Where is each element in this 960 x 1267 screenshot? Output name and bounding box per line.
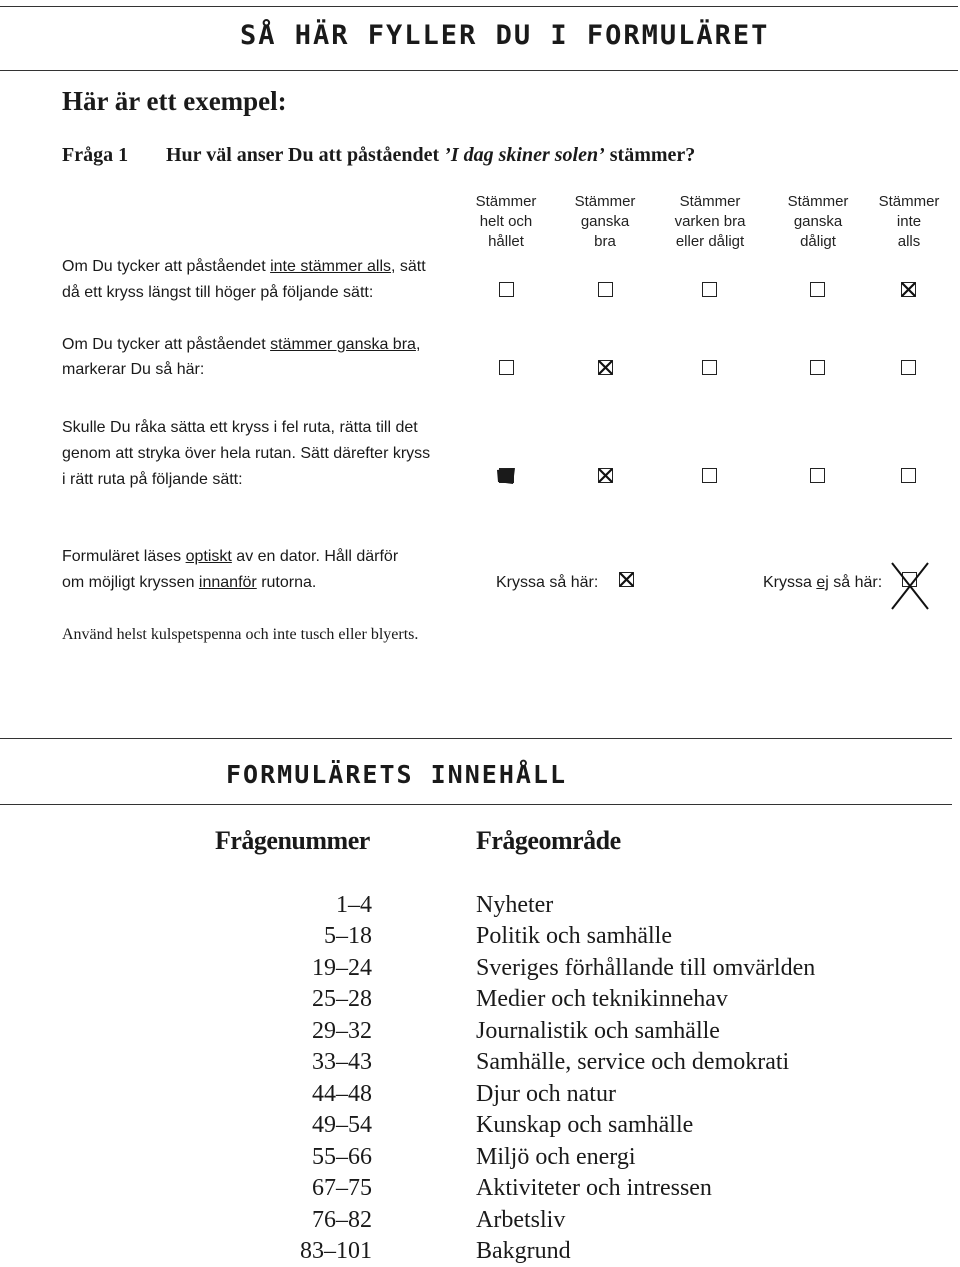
column-header-3: Stämmer varken bra eller dåligt bbox=[674, 193, 746, 250]
question-area: Kunskap och samhälle bbox=[476, 1112, 694, 1138]
title-rule bbox=[0, 70, 958, 71]
example3-checkbox-4 bbox=[810, 468, 825, 483]
do-mark-label: Kryssa så här: bbox=[496, 574, 599, 591]
question-area: Sveriges förhållande till omvärlden bbox=[476, 955, 816, 981]
example2-checkbox-2-checked bbox=[598, 360, 613, 375]
question-area: Samhälle, service och demokrati bbox=[476, 1049, 790, 1075]
question-area: Politik och samhälle bbox=[476, 923, 672, 949]
column-header-1: Stämmer helt och hållet bbox=[475, 193, 537, 250]
column-heading-area: Frågeområde bbox=[476, 826, 621, 855]
example1-checkbox-3 bbox=[702, 282, 717, 297]
cross-mark-icon bbox=[598, 360, 613, 375]
question-area: Djur och natur bbox=[476, 1081, 616, 1107]
section-title-instructions: SÅ HÄR FYLLER DU I FORMULÄRET bbox=[240, 20, 770, 51]
question-area: Nyheter bbox=[476, 892, 554, 918]
question-range: 76–82 bbox=[312, 1207, 372, 1233]
question-range: 5–18 bbox=[324, 923, 372, 949]
question-range: 1–4 bbox=[336, 892, 372, 918]
example2-line1: Om Du tycker att påståendet stämmer ganska bra, bbox=[62, 336, 421, 353]
column-heading-number: Frågenummer bbox=[215, 826, 370, 855]
question-area: Medier och teknikinnehav bbox=[476, 986, 728, 1012]
question-range: 67–75 bbox=[312, 1175, 372, 1201]
section2-title-rule bbox=[0, 804, 952, 805]
question-range: 29–32 bbox=[312, 1018, 372, 1044]
example3-checkbox-5 bbox=[901, 468, 916, 483]
example2-checkbox-4 bbox=[810, 360, 825, 375]
example-heading: Här är ett exempel: bbox=[62, 86, 287, 116]
dont-mark-label: Kryssa ej så här: bbox=[763, 574, 883, 591]
question-range: 55–66 bbox=[312, 1144, 372, 1170]
example2-line2: markerar Du så här: bbox=[62, 361, 205, 378]
example3-line2: genom att stryka över hela rutan. Sätt därefter kryss bbox=[62, 445, 431, 462]
question-label: Fråga 1 bbox=[62, 144, 129, 166]
example2-checkbox-5 bbox=[901, 360, 916, 375]
example1-checkbox-5-checked bbox=[901, 282, 916, 297]
example2-checkbox-1 bbox=[499, 360, 514, 375]
question-area: Journalistik och samhälle bbox=[476, 1018, 720, 1044]
question-range: 49–54 bbox=[312, 1112, 372, 1138]
large-cross-icon bbox=[888, 560, 932, 612]
example2-checkbox-3 bbox=[702, 360, 717, 375]
example3-checkbox-3 bbox=[702, 468, 717, 483]
cross-mark-icon bbox=[598, 468, 613, 483]
notes-line1: Formuläret läses optiskt av en dator. Håll därför bbox=[62, 548, 399, 565]
pen-note: Använd helst kulspetspenna och inte tusch eller blyerts. bbox=[62, 626, 419, 643]
question-area: Bakgrund bbox=[476, 1238, 571, 1264]
scribble-mark-icon bbox=[499, 468, 514, 483]
top-rule bbox=[0, 6, 958, 7]
example1-checkbox-1 bbox=[499, 282, 514, 297]
example3-checkbox-2-checked bbox=[598, 468, 613, 483]
section-title-contents: FORMULÄRETS INNEHÅLL bbox=[226, 760, 568, 789]
column-header-4: Stämmer ganska dåligt bbox=[787, 193, 849, 250]
question-area: Arbetsliv bbox=[476, 1207, 566, 1233]
cross-mark-icon bbox=[901, 282, 916, 297]
section2-top-rule bbox=[0, 738, 952, 739]
example3-line3: i rätt ruta på följande sätt: bbox=[62, 471, 243, 488]
example1-checkbox-4 bbox=[810, 282, 825, 297]
question-area: Miljö och energi bbox=[476, 1144, 636, 1170]
question-range: 25–28 bbox=[312, 986, 372, 1012]
question-range: 33–43 bbox=[312, 1049, 372, 1075]
example3-checkbox-1-crossed-out bbox=[499, 468, 514, 483]
notes-line2: om möjligt kryssen innanför rutorna. bbox=[62, 574, 317, 591]
question-text: Hur väl anser Du att påståendet ’I dag skiner solen’ stämmer? bbox=[166, 144, 696, 166]
do-mark-example bbox=[619, 572, 634, 587]
column-header-2: Stämmer ganska bra bbox=[574, 193, 636, 250]
question-area: Aktiviteter och intressen bbox=[476, 1175, 712, 1201]
example1-line2: då ett kryss längst till höger på följande sätt: bbox=[62, 284, 374, 301]
question-range: 44–48 bbox=[312, 1081, 372, 1107]
column-header-5: Stämmer inte alls bbox=[878, 193, 940, 250]
cross-mark-icon bbox=[619, 572, 634, 587]
example3-line1: Skulle Du råka sätta ett kryss i fel ruta, rätta till det bbox=[62, 419, 418, 436]
example1-line1: Om Du tycker att påståendet inte stämmer alls, sätt bbox=[62, 258, 426, 275]
question-range: 19–24 bbox=[312, 955, 372, 981]
example1-checkbox-2 bbox=[598, 282, 613, 297]
question-range: 83–101 bbox=[300, 1238, 372, 1264]
